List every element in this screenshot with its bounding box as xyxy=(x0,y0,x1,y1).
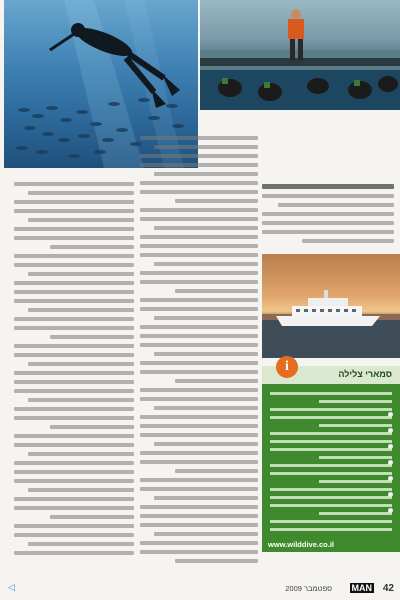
bullet-icon xyxy=(388,412,393,417)
bullet-icon xyxy=(388,508,393,513)
bullet-icon xyxy=(388,492,393,497)
page-number: 42 xyxy=(382,583,394,594)
sidebar-text xyxy=(270,392,392,536)
article-column-left xyxy=(14,182,134,560)
boat-illustration xyxy=(200,0,400,110)
info-icon: i xyxy=(276,356,298,378)
ship-photo xyxy=(262,254,400,358)
bullet-icon xyxy=(388,444,393,449)
sidebar-url[interactable]: www.wilddive.co.il xyxy=(268,540,334,549)
magazine-brand xyxy=(350,583,375,593)
issue-date: ספטמבר 2009 xyxy=(285,584,332,593)
bullet-icon xyxy=(388,428,393,433)
page-footer xyxy=(0,583,400,600)
ship-illustration xyxy=(262,254,400,358)
bullet-icon xyxy=(388,476,393,481)
article-column-middle xyxy=(140,136,258,568)
sidebar-title: סמארי צלילה xyxy=(338,369,392,379)
page-arrow-icon: ◁ xyxy=(8,583,15,593)
article-column-right-top xyxy=(262,184,394,248)
boat-photo xyxy=(200,0,400,110)
brand-label: MAN xyxy=(351,583,372,593)
bullet-icon xyxy=(388,460,393,465)
